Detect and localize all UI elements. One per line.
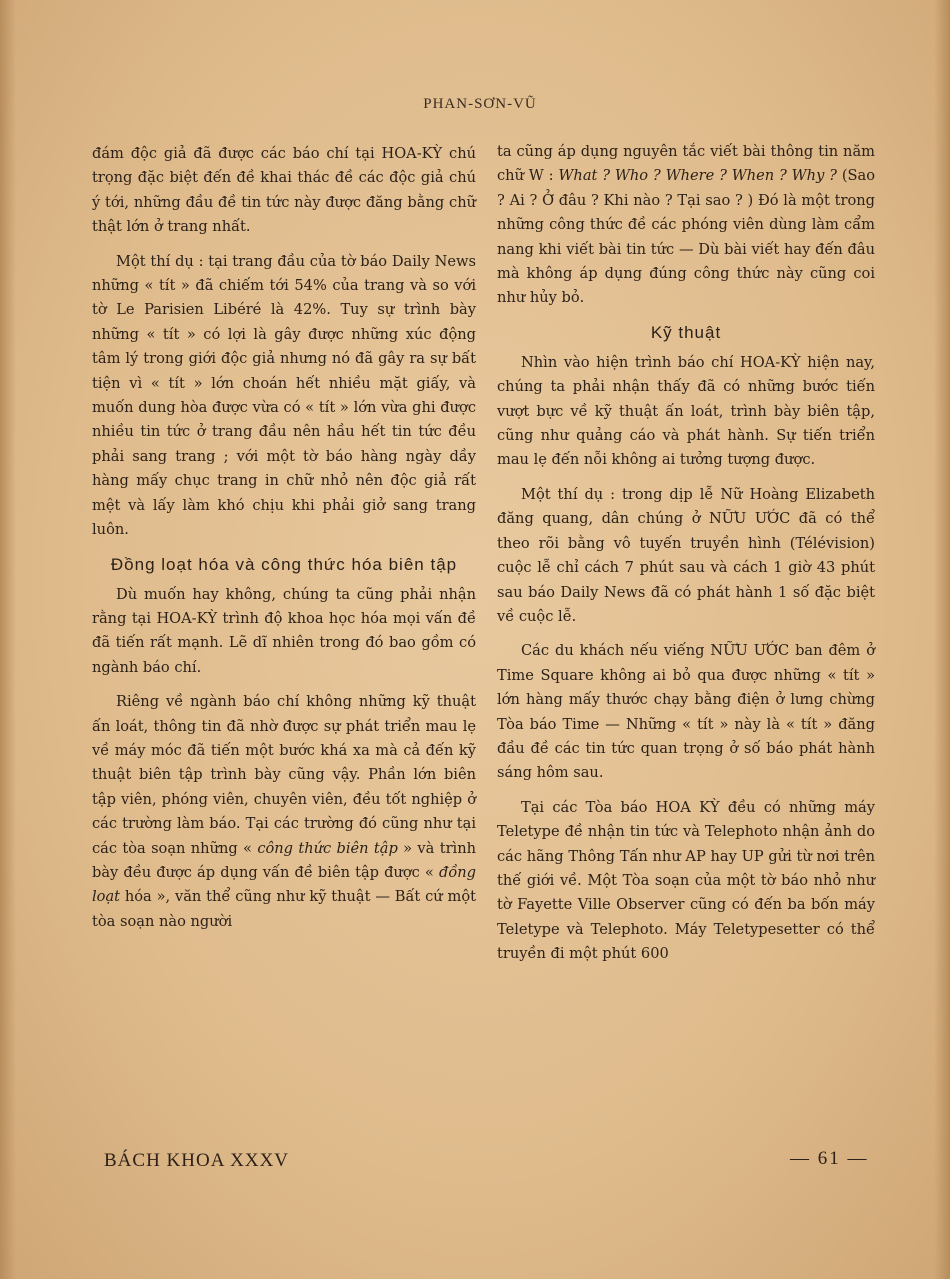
right-column [497, 140, 875, 977]
text-run: ta cũng áp dụng nguyên tắc viết bài thông tin năm chữ W : [497, 143, 875, 185]
text-run: (Sao ? Ai ? Ở đâu ? Khi nào ? Tại sao ? ) Đó là một trong những công thức đề các phóng viên dùng làm cẩm nang khi viết bài tin tức — Dù bài viết hay đến đâu mà không áp dụng đúng công thức này cũng coi như hủy bỏ. [497, 167, 876, 307]
left-column [92, 142, 476, 944]
text-run: hóa », văn thể cũng như kỹ thuật — Bất cứ một tòa soạn nào người [92, 888, 476, 930]
section-heading: Đồng loạt hóa và công thức hóa biên tập [110, 554, 458, 574]
paragraph: Tại các Tòa báo HOA KỲ đều có những máy Teletype đề nhận tin tức và Telephoto nhận ảnh do các hãng Thông Tấn như AP hay UP gửi từ nơi trên thế giới về. Một Tòa soạn của một tờ báo nhỏ như tờ Fayette Ville Observer cũng có đến ba bốn máy Teletype và Telephoto. Máy Teletypesetter có thể truyền đi một phút 600 [497, 798, 875, 963]
paragraph: Nhìn vào hiện trình báo chí HOA-KỲ hiện nay, chúng ta phải nhận thấy đã có những bước tiến vượt bực về kỹ thuật ấn loát, trình bày biên tập, cũng như quảng cáo và phát hành. Sự tiến triển mau lẹ đến nỗi không ai tưởng tượng được. [497, 353, 875, 469]
page-edge-shadow-right [934, 0, 950, 1279]
text-run: » và trình bày đều được áp dụng vấn đề biên tập được « [92, 839, 477, 881]
paragraph [92, 690, 476, 934]
page-number: — 61 — [790, 1148, 869, 1169]
paragraph: Một thí dụ : tại trang đầu của tờ báo Daily News những « tít » đã chiếm tới 54% của trang và so với tờ Le Parisien Libéré là 42%. Tuy sự trình bày những « tít » có lợi là gây được những xúc động tâm lý trong giới độc giả nhưng nó đã gây ra sự bất tiện vì « tít » lớn choán hết nhiều mặt giấy, và muốn dung hòa được vừa có « tít » lớn vừa ghi được nhiều tin tức ở trang đầu nên hầu hết tin tức đều phải sang trang ; với một tờ báo hàng ngày dầy hàng mấy chục trang in chữ nhỏ nên độc giả rất mệt và lấy làm khó chịu khi phải giở sang trang luôn. [92, 252, 476, 539]
section-heading: Kỹ thuật [650, 322, 722, 342]
italic-text: công thức biên tập [257, 839, 398, 857]
italic-text: What ? Who ? Where ? When ? Why ? [558, 167, 837, 185]
running-head: PHAN-SƠN-VŨ [423, 96, 537, 112]
journal-footer: BÁCH KHOA XXXV [104, 1150, 290, 1171]
italic-text: đồng loạt [92, 863, 476, 906]
text-run: Riêng về ngành báo chí không những kỹ thuật ấn loát, thông tin đã nhờ được sự phát triển mau lẹ về máy móc đã tiến một bước khá xa mà cả đến kỹ thuật biên tập trình bày cũng vậy. Phần lớn biên tập viên, phóng viên, chuyên viên, đều tốt nghiệp ở các trường làm báo. Tại các trường đó cũng như tại các tòa soạn những « [92, 693, 476, 857]
paragraph: Một thí dụ : trong dịp lễ Nữ Hoàng Elizabeth đăng quang, dân chúng ở NỮU ƯỚC đã có thể theo rõi bằng vô tuyến truyền hình (Télévision) cuộc lễ chỉ cách 7 phút sau và cách 1 giờ 43 phút sau báo Daily News đã có phát hành 1 số đặc biệt về cuộc lễ. [497, 485, 875, 625]
paragraph: đám độc giả đã được các báo chí tại HOA-KỲ chú trọng đặc biệt đến đề khai thác đề các độc giả chú ý tới, những đầu đề tin tức này được đăng bằng chữ thật lớn ở trang nhất. [92, 145, 476, 236]
page-edge-shadow-left [0, 0, 16, 1279]
paragraph: Dù muốn hay không, chúng ta cũng phải nhận rằng tại HOA-KỲ trình độ khoa học hóa mọi vấn đề đã tiến rất mạnh. Lẽ dĩ nhiên trong đó bao gồm có ngành báo chí. [92, 585, 476, 676]
paragraph [497, 140, 875, 311]
paragraph: Các du khách nếu viếng NỮU ƯỚC ban đêm ở Time Square không ai bỏ qua được những « tít » lớn hàng mấy thước chạy bằng điện ở lưng chừng Tòa báo Time — Những « tít » này là « tít » đăng đầu đề các tin tức quan trọng ở số báo phát hành sáng hôm sau. [497, 642, 875, 782]
